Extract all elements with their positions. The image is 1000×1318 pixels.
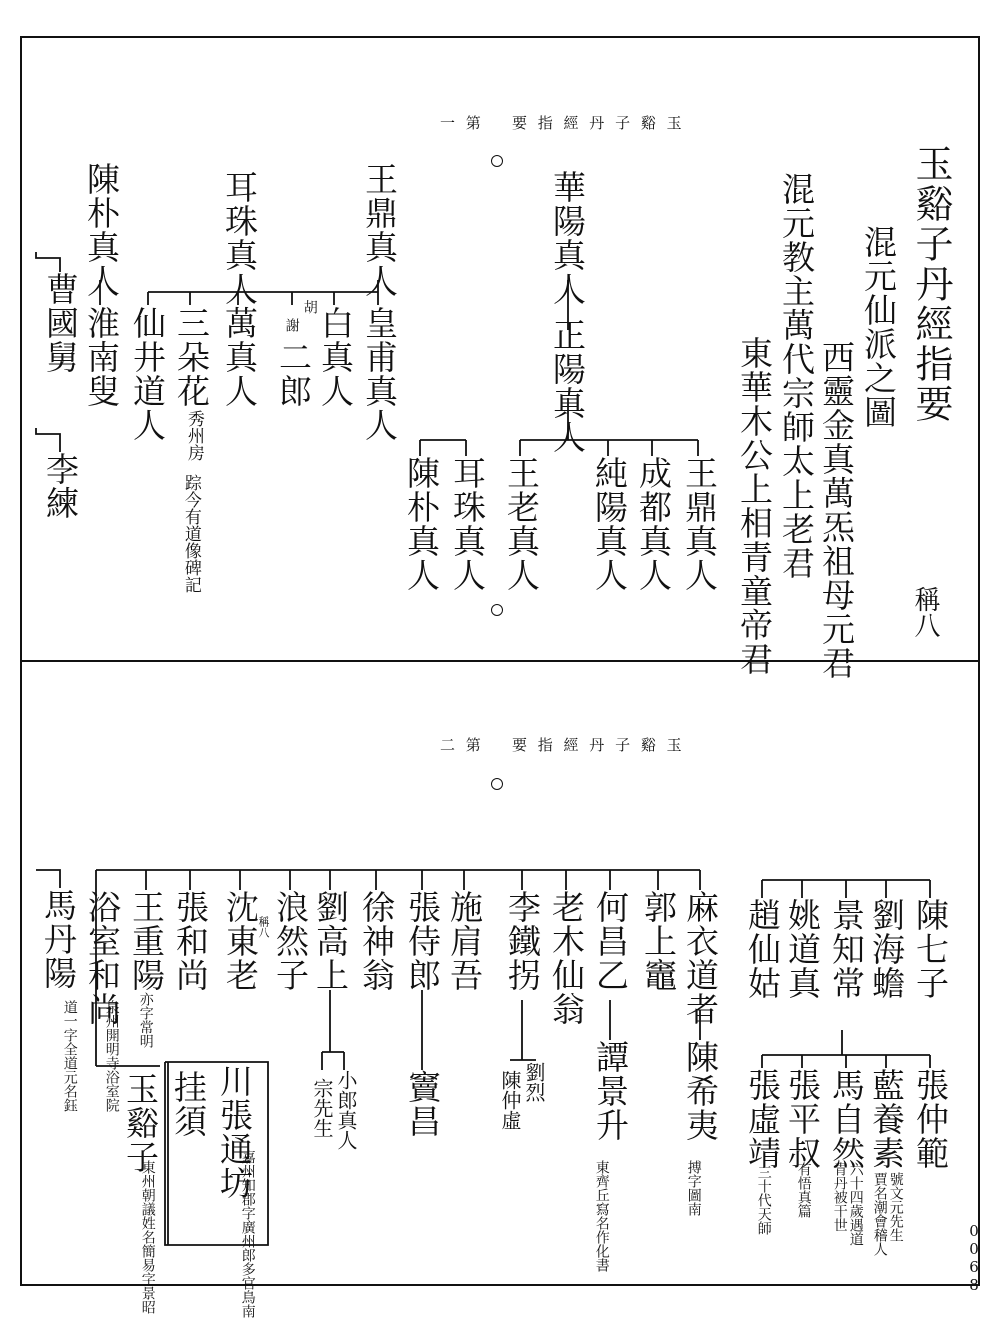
group-c-9: 劉高上 — [311, 890, 350, 992]
lineage-laozi: 混元教主萬代宗師太上老君 — [777, 172, 816, 580]
lineage-g-5: 三朵花 — [172, 306, 211, 408]
sub-tanjingsheng: 譚景升 — [591, 1040, 630, 1142]
note-yushi: 泉州開明寺浴室院 — [103, 1000, 120, 1112]
note-chenxiyi: 搏字圖南 — [685, 1160, 702, 1216]
lineage-e-3: 純陽真人 — [590, 456, 629, 592]
box-zhangtongfang: 川張通坊 — [215, 1064, 254, 1200]
note-xie: 謝 — [283, 318, 300, 332]
binding-hole-mid — [491, 604, 503, 616]
group-b-5: 張虛靖 — [743, 1068, 782, 1170]
note-64: 六十四歲遇道 — [847, 1162, 864, 1246]
margin-mark: 稱八 — [910, 586, 940, 638]
lineage-e-1: 王鼎真人 — [680, 456, 719, 592]
note-tianshi: 三十代天師 — [755, 1165, 772, 1235]
group-a-2: 劉海蟾 — [867, 898, 906, 1000]
group-b-1: 張仲範 — [911, 1068, 950, 1170]
header-title-2: 要 指 經 丹 子 谿 玉 — [512, 736, 685, 754]
binding-hole-top — [491, 155, 503, 167]
lineage-caoguojiu: 曹國舅 — [41, 272, 80, 374]
lineage-e-2: 成都真人 — [634, 456, 673, 592]
group-c-14: 浴室和尚 — [83, 890, 122, 1026]
note-wuzhen: 有悟真篇 — [795, 1162, 812, 1218]
note-kuaiji: 賈名潮會稽人 — [871, 1172, 888, 1256]
note-xiuzhou: 秀州房 — [183, 410, 204, 461]
lineage-huayang: 華陽真人 — [548, 170, 587, 306]
group-c-10: 浪然子 — [271, 890, 310, 992]
group-c-13: 王重陽 — [127, 890, 166, 992]
note-hu: 胡 — [301, 300, 318, 314]
lineage-donghua: 東華木公上相青童帝君 — [735, 336, 774, 676]
group-c-3: 何昌乙 — [591, 890, 630, 992]
lineage-g-4: 萬真人 — [220, 306, 259, 408]
lineage-g-2: 白真人 — [316, 306, 355, 408]
header-chapter: 一 第 — [440, 114, 484, 132]
note-tanjingsheng: 東齊丘寫名作化書 — [593, 1160, 610, 1272]
header-title: 要 指 經 丹 子 谿 玉 — [512, 114, 685, 132]
lineage-chenpu: 陳朴真人 — [82, 162, 121, 298]
sub-douchang: 竇昌 — [403, 1070, 442, 1138]
group-b-2: 藍養素 — [867, 1068, 906, 1170]
group-c-6: 施肩吾 — [445, 890, 484, 992]
group-a-1: 陳七子 — [911, 898, 950, 1000]
lineage-f-2: 陳朴真人 — [402, 456, 441, 592]
lineage-huainan: 淮南叟 — [82, 306, 121, 408]
lineage-erzhu: 耳珠真人 — [220, 170, 259, 306]
group-a-4: 姚道真 — [783, 898, 822, 1000]
sub-chenxiyi: 陳希夷 — [681, 1040, 720, 1142]
group-b-3: 馬自然 — [827, 1068, 866, 1170]
sub-zongxiansheng: 宗先生 — [310, 1078, 334, 1138]
group-c-5: 李鐵拐 — [503, 890, 542, 992]
group-c-1: 麻衣道者 — [681, 890, 720, 1026]
group-c-4: 老木仙翁 — [547, 890, 586, 1026]
group-c-11: 沈東老 — [221, 890, 260, 992]
note-yuxizi: 東州朝議姓名簡易字景昭 — [139, 1160, 156, 1314]
lineage-zhengyang: 正陽真人 — [548, 318, 587, 454]
note-wenyuan: 號文元先生 — [887, 1172, 904, 1242]
note-ma: 道一字全道元名鈺 — [61, 1000, 78, 1112]
sub-xiaolang: 小郎真人 — [334, 1070, 358, 1150]
note-qingdan: 青丹被干世 — [831, 1162, 848, 1232]
sub-chenzhongxu: 陳仲虛 — [498, 1070, 522, 1130]
lineage-g-3: 二郎 — [274, 340, 313, 408]
book-title: 玉谿子丹經指要 — [909, 144, 953, 424]
group-c-15: 馬丹陽 — [39, 888, 78, 990]
group-a-3: 景知常 — [827, 898, 866, 1000]
lineage-f-1: 耳珠真人 — [448, 456, 487, 592]
lineage-xiwangmu: 西靈金真萬炁祖母元君 — [817, 340, 856, 680]
group-c-2: 郭上竈 — [639, 890, 678, 992]
page-number: 0068 — [965, 1222, 983, 1294]
note-daoxiang: 踪今有道像碑記 — [180, 474, 201, 593]
small-mark: 稱八 — [257, 916, 270, 938]
header-chapter-2: 二 第 — [440, 736, 484, 754]
lineage-e-4: 王老真人 — [502, 456, 541, 592]
group-c-12: 張和尚 — [171, 890, 210, 992]
group-a-5: 趙仙姑 — [743, 898, 782, 1000]
binding-hole-bottom — [491, 778, 503, 790]
lineage-g-1: 皇甫真人 — [360, 306, 399, 442]
box-guaxu: 挂須 — [169, 1070, 208, 1138]
note-zhangtongfang: 嘉州知郡字廣州郎多官鳥南 — [239, 1150, 256, 1318]
group-c-8: 徐神翁 — [357, 890, 396, 992]
lineage-wangding: 王鼎真人 — [360, 162, 399, 298]
note-wang: 亦字常明 — [137, 992, 154, 1048]
lineage-g-6: 仙井道人 — [128, 306, 167, 442]
lineage-lilian: 李練 — [41, 452, 80, 520]
box-yuxizi: 玉谿子 — [121, 1072, 160, 1174]
group-b-4: 張平叔 — [783, 1068, 822, 1170]
sub-liulie: 劉烈 — [522, 1062, 546, 1102]
section-title: 混元仙派之圖 — [859, 225, 898, 429]
group-c-7: 張侍郎 — [403, 890, 442, 992]
